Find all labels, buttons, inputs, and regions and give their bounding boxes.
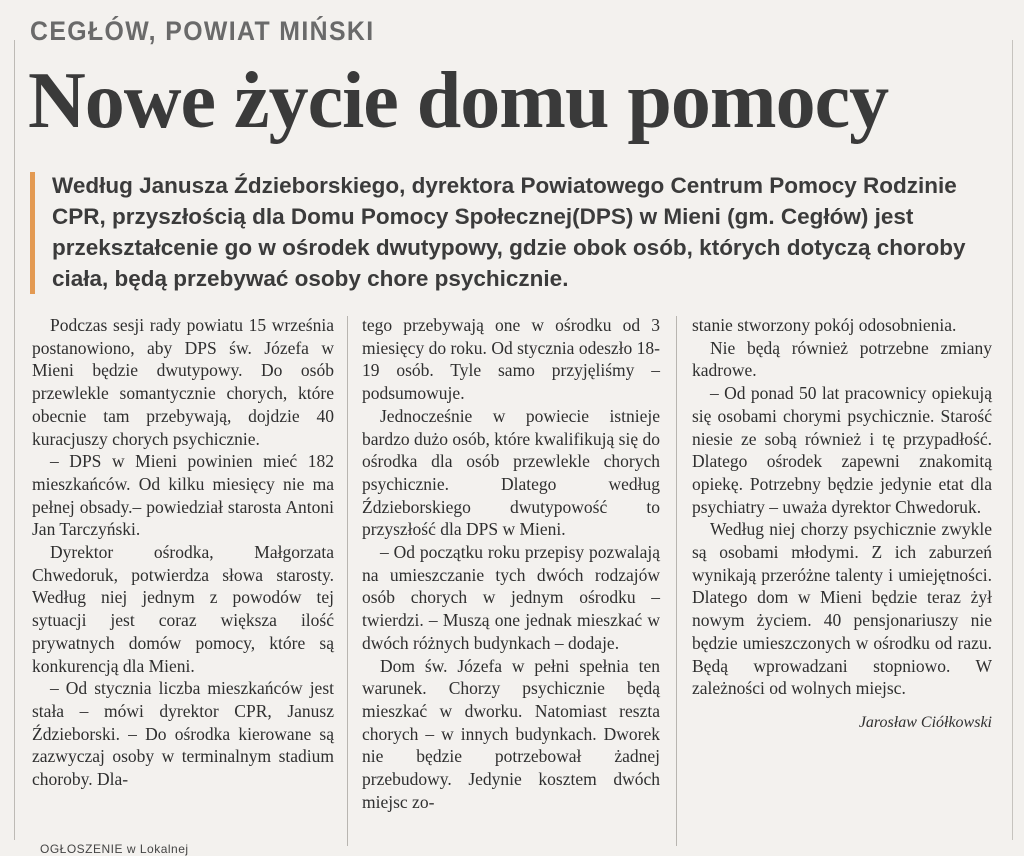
paragraph: Podczas sesji rady powiatu 15 września postanowiono, aby DPS św. Józefa w Mieni będzie dwutypowy. Do osób przewlekle somantycznie chorych, które obecnie tam przebywają, dojdzie 40 kuracjuszy chorych psychicznie.	[32, 315, 334, 449]
column-divider	[347, 316, 348, 846]
article-column-2	[362, 314, 660, 813]
paragraph: Dyrektor ośrodka, Małgorzata Chwedoruk, potwierdza słowa starosty. Według niej jednym z powodów tej sytuacji jest coraz większa ilość prywatnych domów pomocy, które są konkurencją dla Mieni.	[32, 542, 334, 676]
footer-ad-label: OGŁOSZENIE w Lokalnej	[40, 842, 189, 856]
paragraph: – Od stycznia liczba mieszkańców jest stała – mówi dyrektor CPR, Janusz Ździeborski. – Do ośrodka kierowane są zazwyczaj osoby w terminalnym stadium choroby. Dla-	[32, 678, 334, 790]
column-divider	[676, 316, 677, 846]
article-headline: Nowe życie domu pomocy	[28, 57, 889, 145]
article-lead: Według Janusza Ździeborskiego, dyrektora Powiatowego Centrum Pomocy Rodzinie CPR, przyszłością dla Domu Pomocy Społecznej(DPS) w Mieni (gm. Cegłów) jest przekształcenie go w ośrodek dwutypowy, gdzie obok osób, których dotyczą choroby ciała, będą przebywać osoby chore psychicznie.	[52, 173, 966, 291]
paragraph: Dom św. Józefa w pełni spełnia ten warunek. Chorzy psychicznie będą mieszkać w dworku. Natomiast reszta chorych – w innych budynkach. Dworek nie będzie potrzebował żadnej przebudowy. Jedynie kosztem dwóch miejsc zo-	[362, 655, 660, 812]
paragraph: Nie będą również potrzebne zmiany kadrowe.	[692, 337, 992, 381]
paragraph: Jednocześnie w powiecie istnieje bardzo dużo osób, które kwalifikują się do ośrodka dla osób przewlekle chorych psychicznie. Dlatego według Ździeborskiego dwutypowość to przyszłość dla DPS w Mieni.	[362, 405, 660, 540]
page-edge-right	[1012, 40, 1013, 840]
paragraph: tego przebywają one w ośrodku od 3 miesięcy do roku. Od stycznia odeszło 18-19 osób. Tyle samo przyjęliśmy – podsumowuje.	[362, 315, 660, 404]
article-author: Jarosław Ciółkowski	[858, 713, 992, 731]
lead-accent-bar	[30, 172, 35, 294]
paragraph: stanie stworzony pokój odosobnienia.	[692, 315, 957, 335]
paragraph: – DPS w Mieni powinien mieć 182 mieszkańców. Od kilku miesięcy nie ma pełnej obsady.– powiedział starosta Antoni Jan Tarczyński.	[32, 451, 334, 540]
article-column-1	[32, 314, 334, 791]
page-edge-left	[14, 40, 15, 840]
paragraph: Według niej chorzy psychicznie zwykle są osobami młodymi. Z ich zaburzeń wynikają przeróżne talenty i umiejętności. Dlatego dom w Mieni będzie teraz żył nowym życiem. 40 pensjonariuszy nie będzie umieszczonych w ośrodku od razu. Będą wprowadzani stopniowo. W zależności od wolnych miejsc.	[692, 519, 992, 699]
article-kicker: CEGŁÓW, POWIAT MIŃSKI	[30, 16, 375, 46]
paragraph: – Od początku roku przepisy pozwalają na umieszczanie tych dwóch rodzajów osób chorych w jednym ośrodku – twierdzi. – Muszą one jednak mieszkać w dwóch różnych budynkach – dodaje.	[362, 542, 660, 653]
article-column-3	[692, 314, 992, 735]
paragraph: – Od ponad 50 lat pracownicy opiekują się osobami chorymi psychicznie. Starość niesie ze sobą również i tę przypadłość. Dlatego ośrodek zapewni znakomitą opiekę. Potrzebny będzie jedynie etat dla psychiatry – uważa dyrektor Chwedoruk.	[692, 383, 992, 517]
